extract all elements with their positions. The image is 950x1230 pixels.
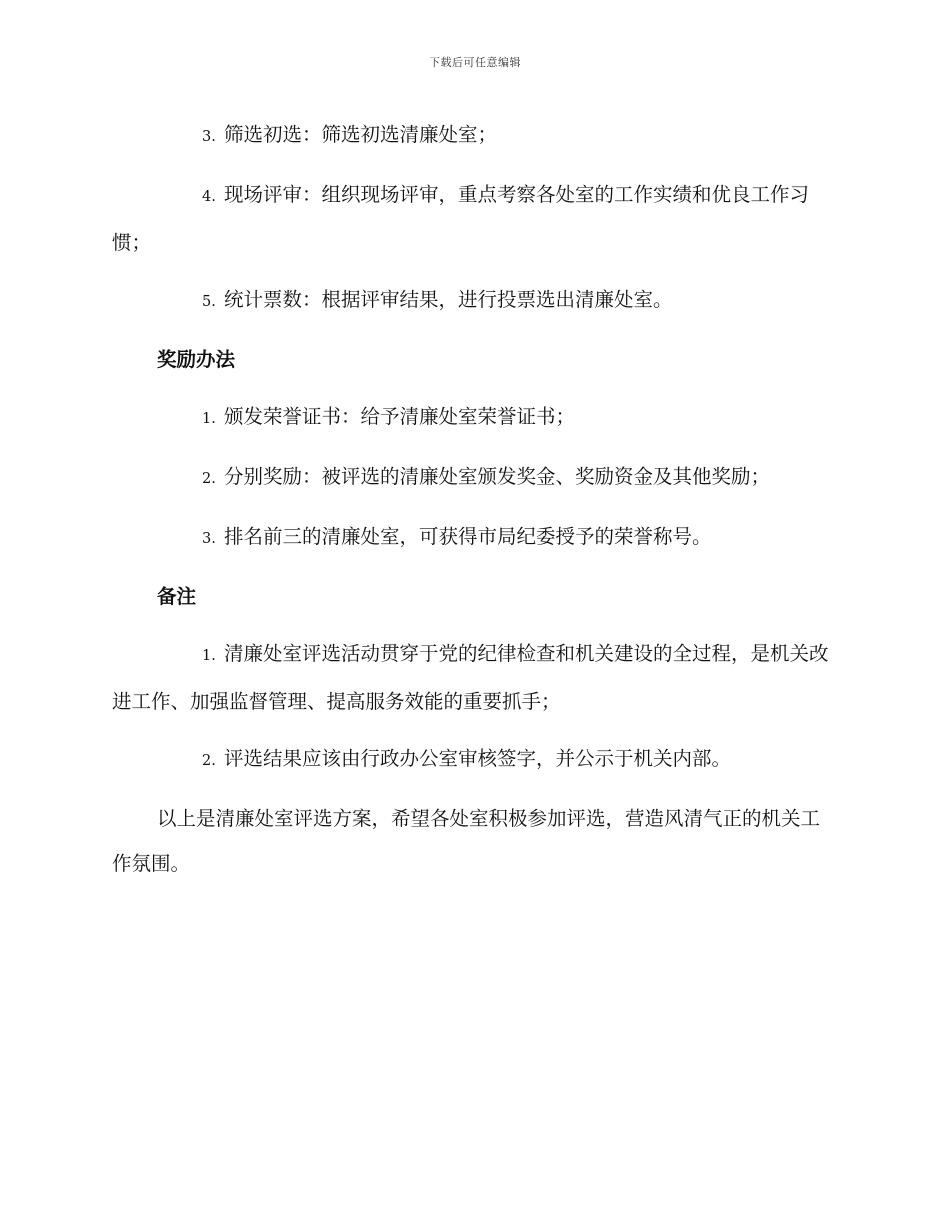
list-number: 2. [202,753,216,769]
list-item [112,514,836,562]
document-body [112,112,836,886]
list-text: 评选结果应该由行政办公室审核签字，并公示于机关内部。 [224,747,732,770]
list-item [112,454,836,502]
list-text: 排名前三的清廉处室，可获得市局纪委授予的荣誉称号。 [224,525,712,548]
list-number: 5. [202,294,216,310]
list-item [112,631,836,724]
list-item [112,112,836,160]
list-number: 2. [202,471,216,487]
list-number: 1. [202,411,216,427]
list-number: 3. [202,531,216,547]
list-text: 统计票数：根据评审结果，进行投票选出清廉处室。 [224,288,673,311]
list-text: 颁发荣誉证书：给予清廉处室荣誉证书； [224,405,576,428]
closing-paragraph: 以上是清廉处室评选方案，希望各处室积极参加评选，营造风清气正的机关工作氛围。 [112,807,821,875]
list-number: 4. [202,189,216,205]
list-text: 现场评审：组织现场评审，重点考察各处室的工作实绩和优良工作习惯； [112,183,810,254]
header-note: 下载后可任意编辑 [429,56,521,69]
list-number: 3. [202,129,216,145]
list-item [112,172,836,265]
list-item [112,394,836,442]
section-heading-notes: 备注 [157,585,197,608]
list-text: 分别奖励：被评选的清廉处室颁发奖金、奖励资金及其他奖励； [224,465,771,488]
list-item [112,736,836,784]
list-number: 1. [202,648,216,664]
list-text: 筛选初选：筛选初选清廉处室； [224,123,498,146]
section-heading-reward: 奖励办法 [157,348,236,371]
list-item [112,277,836,325]
list-text: 清廉处室评选活动贯穿于党的纪律检查和机关建设的全过程，是机关改进工作、加强监督管理、提高服务效能的重要抓手； [112,642,829,713]
